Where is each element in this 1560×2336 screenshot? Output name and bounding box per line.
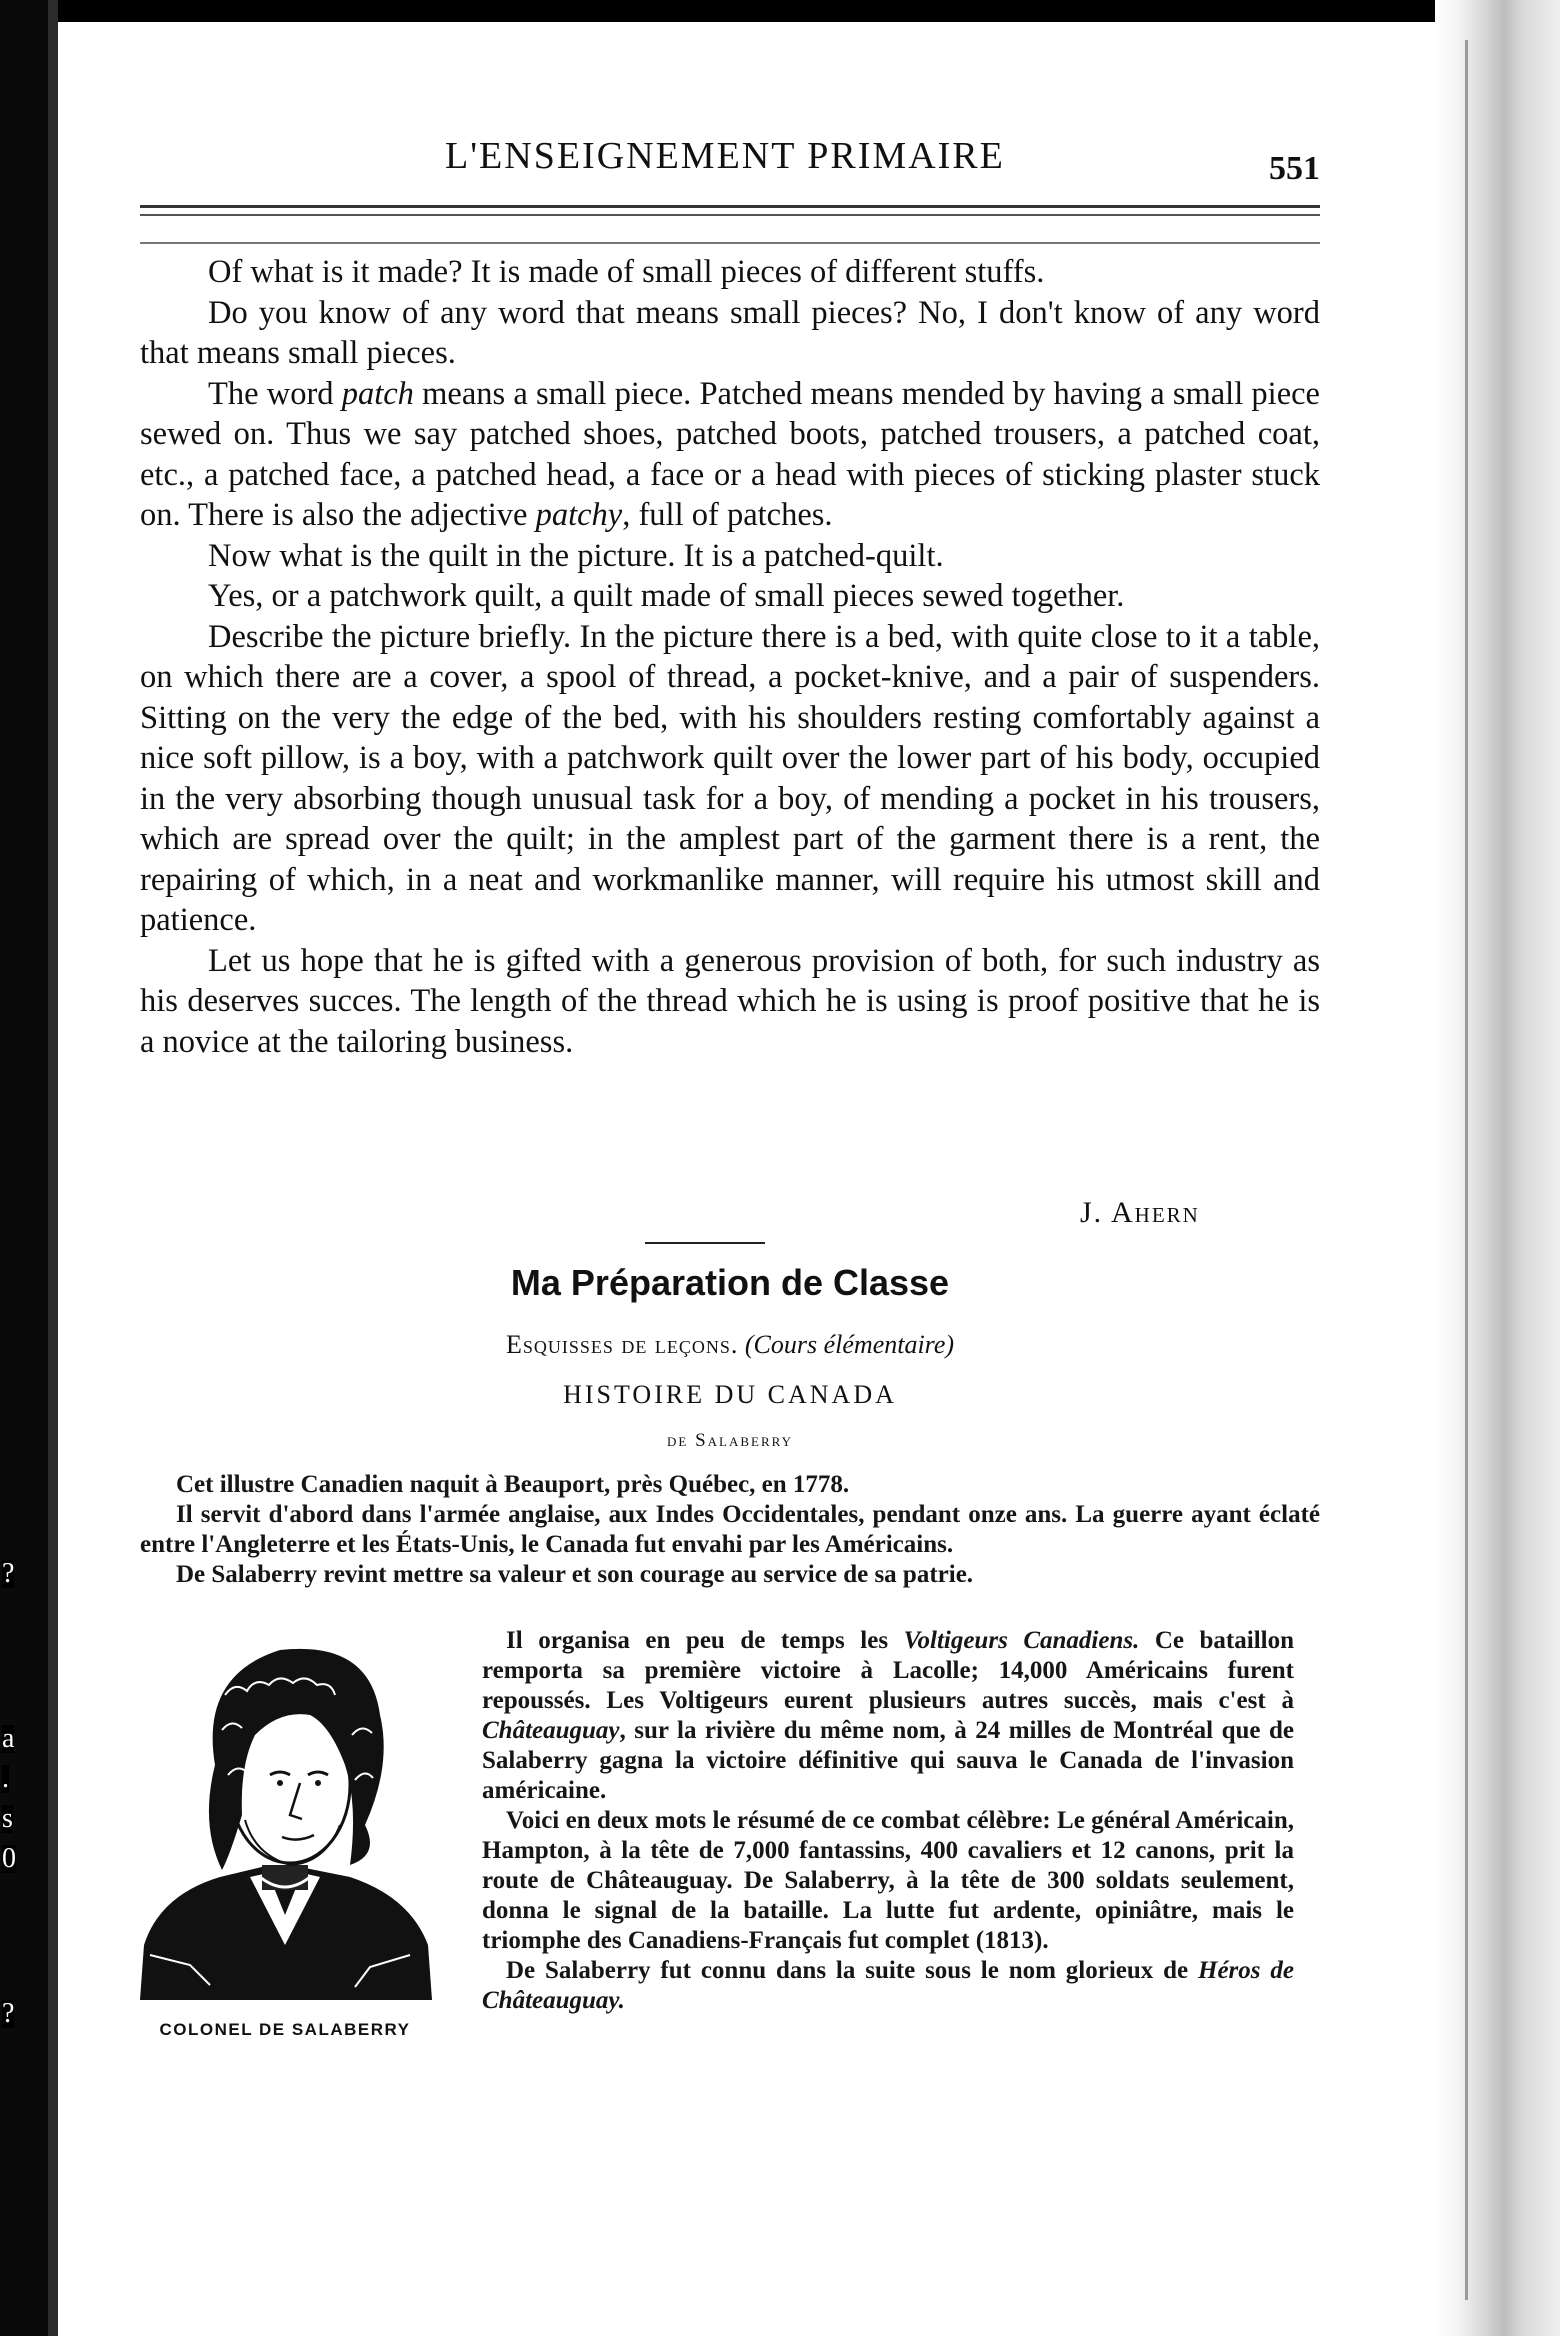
margin-mark: s xyxy=(2,1803,13,1834)
subtitle-text: Esquisses de leçons. xyxy=(505,1330,739,1359)
french-text-top xyxy=(140,1470,1320,1590)
section-subtitle xyxy=(140,1330,1320,1360)
paragraph: Yes, or a patchwork quilt, a quilt made of small pieces sewed together. xyxy=(208,578,1125,614)
italic-phrase: Héros de Châteauguay. xyxy=(482,1957,1294,2014)
english-lesson-text xyxy=(140,252,1320,1062)
text-run: Ce bataillon remporta sa première victoire à Lacolle; 14,000 Américains furent repoussés. Les Voltigeurs eurent plusieurs autres succès, mais c'est à xyxy=(482,1627,1295,1714)
italic-word: patch xyxy=(341,375,414,412)
page-edge-shadow xyxy=(1435,0,1560,2336)
paragraph: Do you know of any word that means small pieces? No, I don't know of any word that means small pieces. xyxy=(140,294,1320,371)
portrait-image xyxy=(130,1615,440,2000)
paragraph: Now what is the quilt in the picture. It is a patched-quilt. xyxy=(208,537,944,574)
scan-left-border xyxy=(0,0,48,2336)
margin-mark: ? xyxy=(2,1558,15,1589)
subject-heading: HISTOIRE DU CANADA xyxy=(563,1380,897,1409)
author-signature: J. Ahern xyxy=(1080,1196,1200,1229)
header-rule xyxy=(140,242,1320,244)
page-edge-line xyxy=(1465,40,1468,2300)
paragraph: Voici en deux mots le résumé de ce combat célèbre: Le général Américain, Hampton, à la tête de 7,000 fantassins, 400 cavaliers et 12 canons, prit la route de Châteauguay. De Salaberry, à la tête de 300 soldats seulement, donna le signal de la bataille. La lutte fut ardente, opiniâtre, mais le triomphe des Canadiens-Français fut complet (1813). xyxy=(482,1807,1294,1954)
text-run: The word xyxy=(208,375,342,412)
paragraph: Describe the picture briefly. In the picture there is a bed, with quite close to it a table, on which there are a cover, a spool of thread, a pocket-knive, and a pair of suspenders. Sitting on the very the edge of the bed, with his shoulders resting comfortably against a nice soft pillow, is a boy, with a patchwork quilt over the lower part of his body, occupied in the very absorbing though unusual task for a boy, of mending a pocket in his trousers, which are spread over the quilt; in the amplest part of the garment there is a rent, the repairing of which, in a neat and workmanlike manner, will require his utmost skill and patience. xyxy=(140,618,1320,938)
text-run: means a small piece. Patched means mended by having a small piece sewed on. Thus we say patched shoes, patched boots, patched trousers, a patched coat, etc., a patched face, a patched head, a face or a head with pieces of sticking plaster stuck on. There is also the adjective xyxy=(140,375,1320,533)
paragraph: Of what is it made? It is made of small pieces of different stuffs. xyxy=(208,254,1045,290)
running-title: L'ENSEIGNEMENT PRIMAIRE xyxy=(445,135,1005,177)
italic-word: patchy xyxy=(535,497,623,533)
paragraph xyxy=(140,374,1320,536)
margin-mark: 0 xyxy=(2,1843,16,1874)
paragraph: Let us hope that he is gifted with a generous provision of both, for such industry as his deserves succes. The length of the thread which he is using is proof positive that he is a novice at the tailoring business. xyxy=(140,942,1320,1060)
text-run: Il organisa en peu de temps les xyxy=(506,1627,904,1654)
header-rule xyxy=(140,214,1320,216)
italic-phrase: Voltigeurs Canadiens. xyxy=(903,1627,1140,1654)
running-head xyxy=(140,128,1320,188)
paragraph: Cet illustre Canadien naquit à Beauport, près Québec, en 1778. xyxy=(176,1471,850,1498)
margin-mark: . xyxy=(2,1763,9,1794)
margin-mark: ? xyxy=(2,1998,15,2029)
text-run: , sur la rivière du même nom, à 24 milles de Montréal que de Salaberry gagna la victoire définitive qui sauva le Canada de l'invasion américaine. xyxy=(482,1717,1294,1804)
text-run: , full of patches. xyxy=(622,497,833,533)
portrait-caption: COLONEL DE SALABERRY xyxy=(159,2020,411,2039)
section-divider xyxy=(645,1242,765,1244)
french-text-right xyxy=(482,1626,1294,2016)
subtitle-italic: (Cours élémentaire) xyxy=(744,1330,955,1359)
header-rule xyxy=(140,205,1320,208)
margin-mark: a xyxy=(2,1723,15,1754)
scan-top-border xyxy=(0,0,1560,22)
book-spine-shadow xyxy=(48,0,58,2336)
page-number: 551 xyxy=(1269,150,1320,187)
paragraph: Il servit d'abord dans l'armée anglaise, aux Indes Occidentales, pendant onze ans. La guerre ayant éclaté entre l'Angleterre et les États-Unis, le Canada fut envahi par les Américains. xyxy=(140,1501,1320,1558)
paragraph: De Salaberry revint mettre sa valeur et son courage au service de sa patrie. xyxy=(176,1561,974,1588)
paragraph xyxy=(482,1626,1294,1806)
italic-phrase: Châteauguay xyxy=(482,1717,620,1744)
text-run: De Salaberry fut connu dans la suite sous le nom glorieux de xyxy=(506,1957,1199,1984)
section-title: Ma Préparation de Classe xyxy=(510,1262,950,1303)
paragraph xyxy=(482,1956,1294,2016)
topic-heading: de Salaberry xyxy=(667,1430,793,1451)
portrait-engraving xyxy=(130,1615,440,2000)
